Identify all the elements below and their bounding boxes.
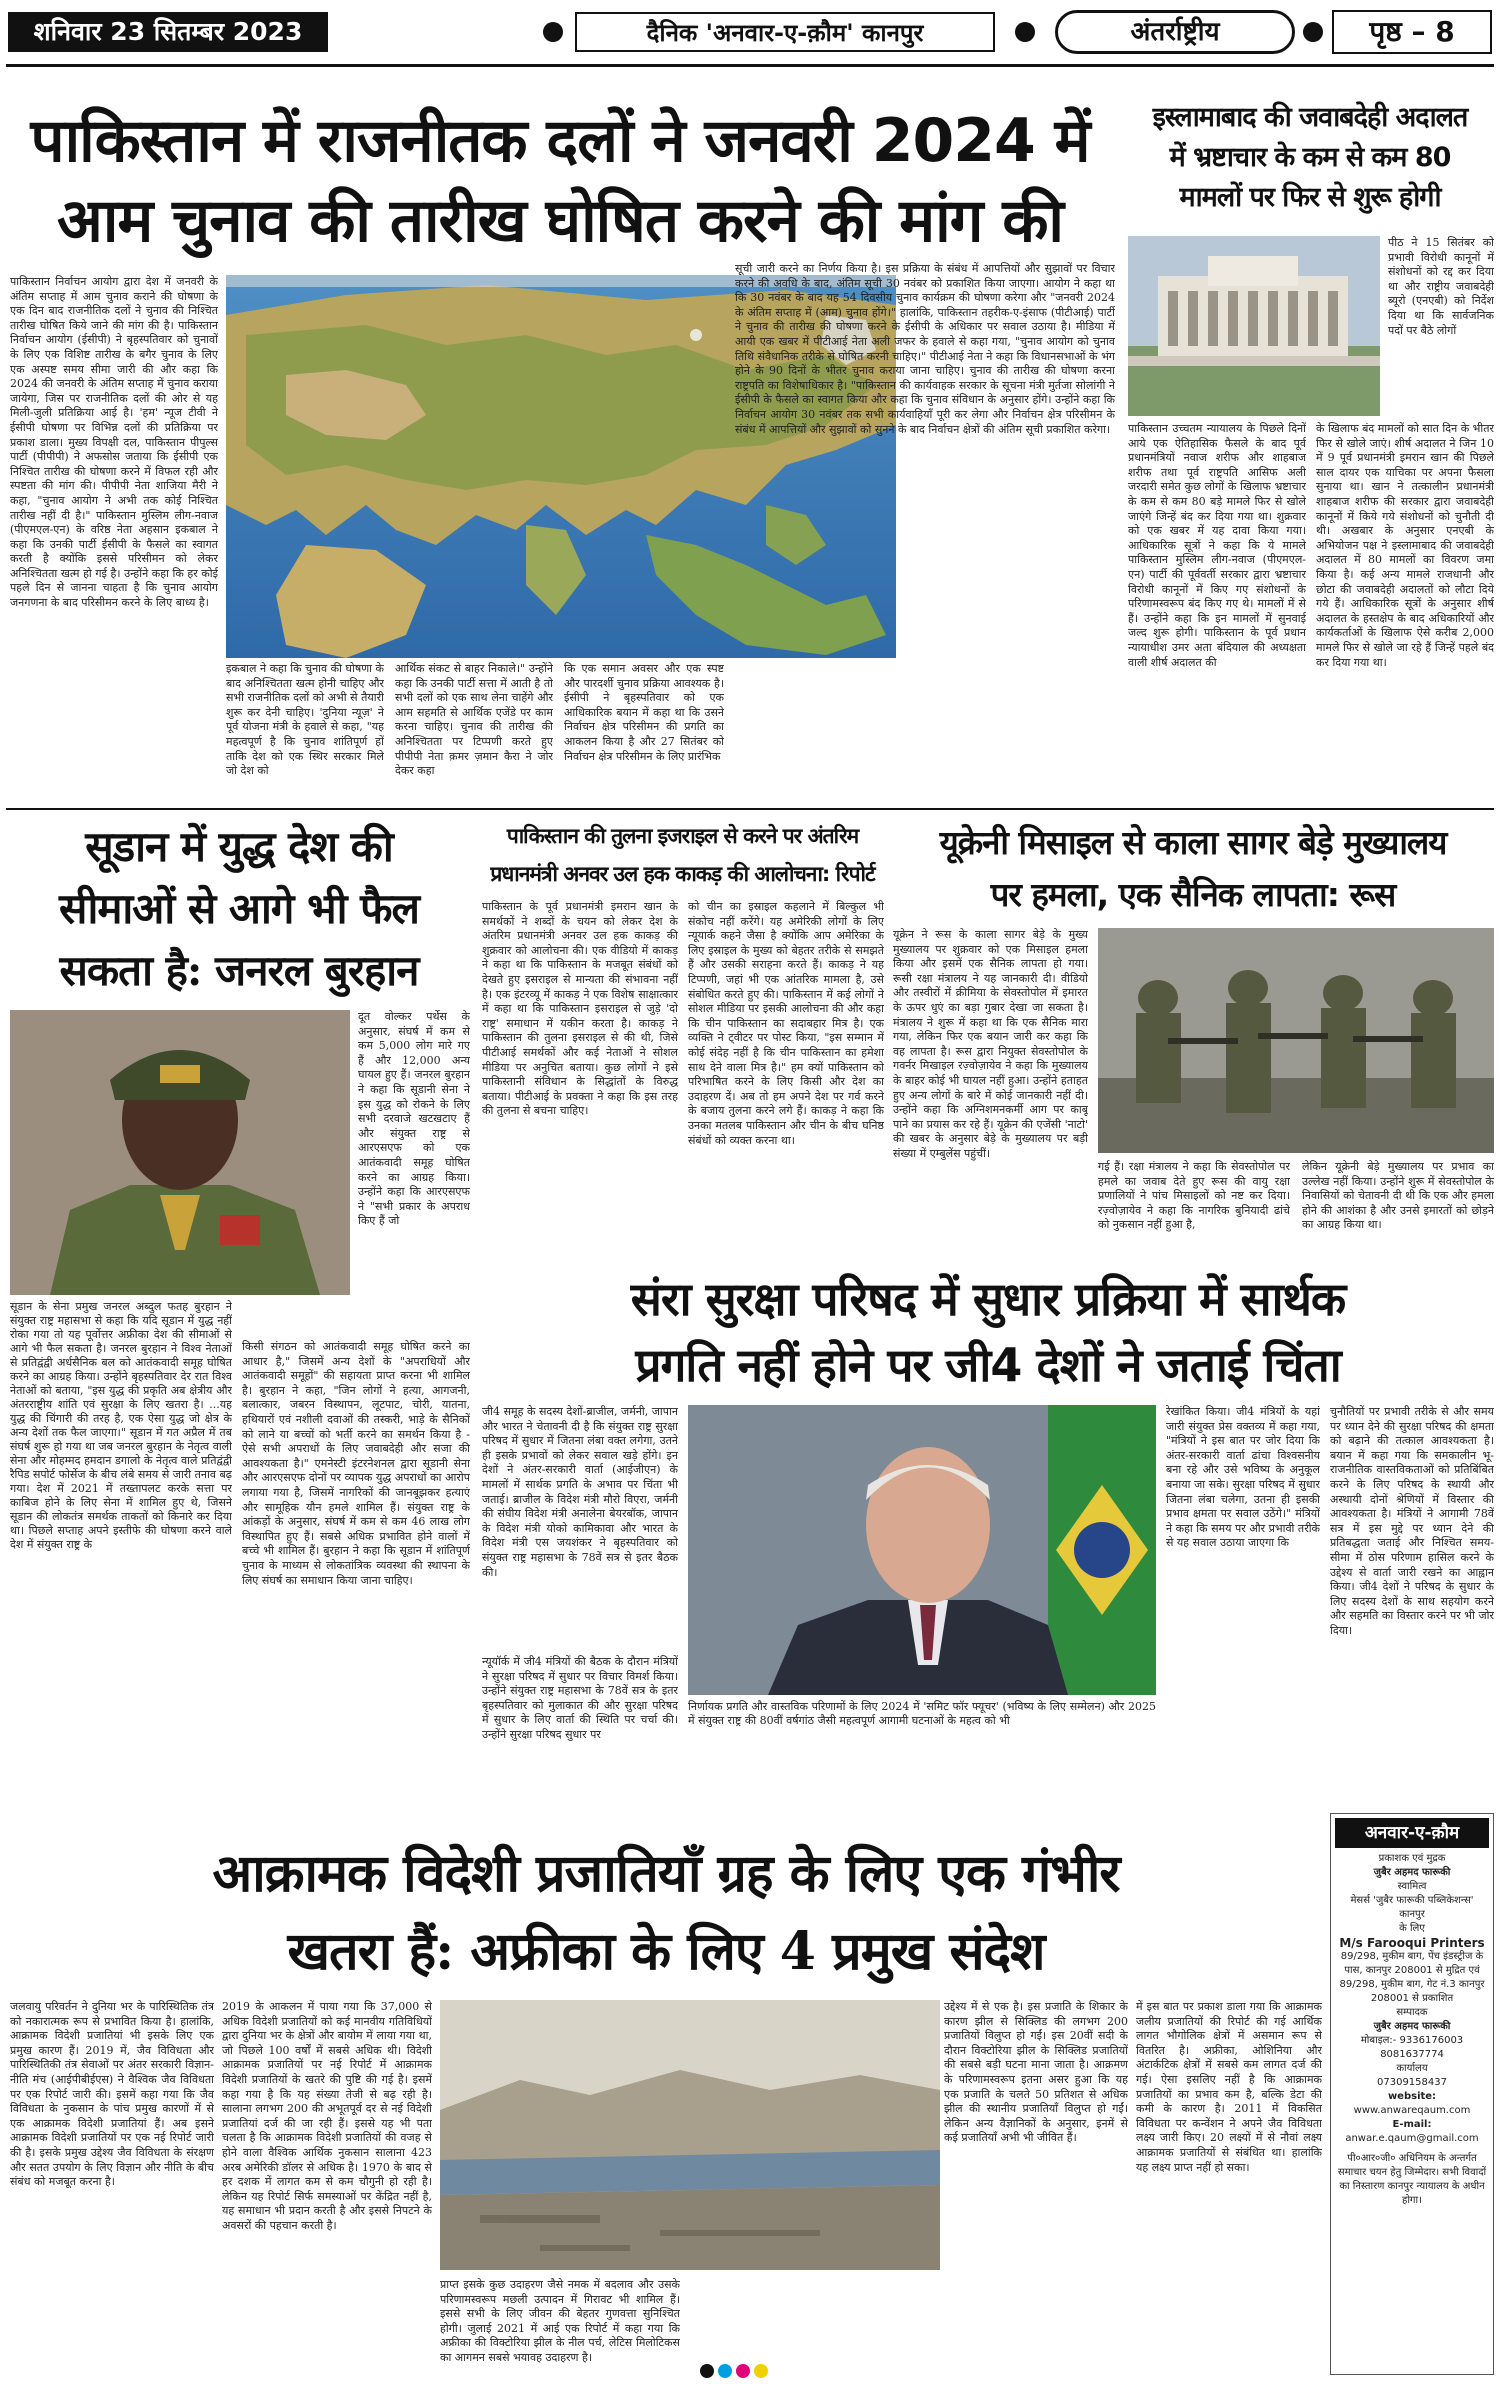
species-body-col2: 2019 के आकलन में पाया गया कि 37,000 से अधिक विदेशी प्रजातियों को कई मानवीय गतिविधियों द्वारा दुनिया भर के क्षेत्रों और बायोम में लाया गया था, जो पिछले 100 वर्षों में सबसे अधिक थी। विदेशी आक्रामक प्रजातियों पर नई रिपोर्ट में आक्रामक विदेशी प्रजातियों के खतरे की पुष्टि की गई है। इसमें कहा गया है कि यह संख्या तेजी से बढ़ रही है। सालाना लगभग 200 की अभूतपूर्व दर से नई विदेशी प्रजातियां दर्ज की जा रही हैं। इससे यह भी पता चलता है कि आक्रामक विदेशी प्रजातियों की वजह से होने वाला वैश्विक आर्थिक नुकसान सालाना 423 अरब अमेरिकी डॉलर से अधिक है। 1970 के बाद से हर दशक में लागत कम से कम चौगुनी हो रही है। लेकिन यह रिपोर्ट सिर्फ समस्याओं पर केंद्रित नहीं है, यह समाधान भी प्रदान करती है और इससे निपटने के अवसरों की पहचान करती है। <box>222 2000 432 2232</box>
species-body-col3: प्राप्त इसके कुछ उदाहरण जैसे नमक में बदलाव और उसके परिणामस्वरूप मछली उत्पादन में गिरावट भी शामिल हैं। इससे सभी के लिए जीवन की बेहतर गुणवत्ता सुनिश्चित होगी। जुलाई 2021 में आई एक रिपोर्ट में कहा गया कि अफ्रीका की विक्टोरिया झील के नील पर्च, लेटिस मिलोटिकस का आगमन सबसे भयावह उदाहरण है। <box>440 2278 680 2364</box>
islamabad-body-col1: पाकिस्तान उच्चतम न्यायालय के पिछले दिनों आये एक ऐतिहासिक फैसले के बाद पूर्व प्रधानमंत्रियों नवाज शरीफ और शाहबाज शरीफ तथा पूर्व राष्ट्रपति आसिफ अली जरदारी समेत कुछ लोगों के खिलाफ भ्रष्टाचार के कम से कम 80 बड़े मामले फिर से खोले जाएंगे जिन्हें बंद कर दिया गया था। शुक्रवार को एक खबर में यह दावा किया गया। आधिकारिक सूत्रों ने कहा कि ये मामले पाकिस्तान मुस्लिम लीग-नवाज (पीएमएल-एन) पार्टी की पूर्ववर्ती सरकार द्वारा भ्रष्टाचार विरोधी कानूनों में किए गए संशोधनों के परिणामस्वरूप बंद किए गए थे। मामलों में से हैं। उन्होंने कहा कि इन मामलों में सुनवाई जल्द शुरू होगी। पाकिस्तान के पूर्व प्रधान न्यायाधीश उमर अता बंदियाल की अध्यक्षता वाली शीर्ष अदालत की <box>1128 422 1306 669</box>
imprint-mobile2: 8081637774 <box>1380 2049 1444 2060</box>
imprint-publisher: जुबैर अहमद फारूकी <box>1373 1867 1451 1878</box>
imprint-title: अनवार-ए-क़ौम <box>1335 1818 1489 1848</box>
newspaper-name: दैनिक 'अनवार-ए-क़ौम' कानपुर <box>575 12 995 52</box>
imprint-owner-label: स्वामित्व <box>1397 1881 1427 1892</box>
islamabad-headline-line3: मामलों पर फिर से शुरू होगी <box>1179 182 1441 213</box>
species-headline-line1: आक्रामक विदेशी प्रजातियाँ ग्रह के लिए एक गंभीर <box>212 1843 1120 1904</box>
portrait-icon <box>10 1010 350 1295</box>
ukraine-body-col3: लेकिन यूक्रेनी बेड़े मुख्यालय पर प्रभाव का उल्लेख नहीं किया। उन्होंने शुरू में सेवस्तोपोल के निवासियों को चेतावनी दी थी कि एक और हमला होने की आशंका है और उनसे इमारतों को छोड़ने का आग्रह किया था। <box>1302 1160 1494 1232</box>
ukraine-body-col1: यूक्रेन ने रूस के काला सागर बेड़े के मुख्य मुख्यालय पर शुक्रवार को एक मिसाइल हमला किया और इसमें एक सैनिक लापता हो गया। रूसी रक्षा मंत्रालय ने यह जानकारी दी। वीडियो और तस्वीरों में क्रीमिया के सेवस्तोपोल में इमारत के ऊपर धुएं का बड़ा गुबार देखा जा सकता है। मंत्रालय ने शुरू में कहा था कि एक सैनिक मारा गया, लेकिन फिर एक बयान जारी कर कहा कि वह लापता है। रूस द्वारा नियुक्त सेवस्तोपोल के गवर्नर मिखाइल रज़्वोज़ायेव ने कहा कि मुख्यालय के बाहर कोई भी घायल नहीं हुआ। उन्होंने हताहत हुए अन्य लोगों के बारे में कोई जानकारी नहीं दी। उन्होंने कहा कि अग्निशमनकर्मी आग पर काबू पाने का प्रयास कर रहे हैं। यूक्रेन की एजेंसी 'नाटो' की खबर के अनुसार बेड़े के मुख्यालय पर बड़ी संख्या में एम्बुलेंस पहुंचीं। <box>893 928 1088 1160</box>
lead-body-col5: सूची जारी करने का निर्णय किया है। इस प्रक्रिया के संबंध में आपत्तियों और सुझावों पर विचार करने की अवधि के बाद, अंतिम सूची 30 नवंबर को प्रकाशित किया जाएगा। आयोग ने कहा था कि 30 नवंबर के बाद यह 54 दिवसीय चुनाव कार्यक्रम की घोषणा करेगा और "जनवरी 2024 के अंतिम सप्ताह में (आम) चुनाव होंगे।" हालांकि, पाकिस्तान तहरीक-ए-इंसाफ (पीटीआई) पार्टी ने चुनाव की तारीख की घोषणा करने के ईसीपी के अधिकार पर सवाल उठाया है। मीडिया में आयी एक खबर में पीटीआई नेता अली जफर के हवाले से कहा गया, "चुनाव आयोग को चुनाव तिथि संवैधानिक तरीके से घोषित करनी चाहिए।" पीटीआई नेता ने कहा कि विधानसभाओं के भंग होने के 90 दिनों के भीतर चुनाव कराया जाना चाहिए। चुनाव की तारीख की घोषणा करना राष्ट्रपति का विशेषाधिकार है। "पाकिस्तान की कार्यवाहक सरकार के सूचना मंत्री मुर्तजा सोलांगी ने ईसीपी के फैसले का स्वागत किया और कहा कि चुनाव संविधान के अनुसार होंगे। उन्होंने कहा कि निर्वाचन आयोग 30 नवंबर तक सभी कार्यवाहियाँ पूरी कर लेगा और निर्वाचन क्षेत्र परिसीमन के संबंध में आपत्तियों और सुझावों को सुनने के बाद निर्वाचन क्षेत्रों की अंतिम सूची प्रकाशित करेगा। <box>735 262 1115 436</box>
imprint-printer-address: 89/298, मुकीम बाग, पेंच इंडस्ट्रीज के पास, कानपुर 208001 से मुद्रित एवं 89/298, मुकीम बाग, गेट नं.3 कानपुर 208001 से प्रकाशित <box>1339 1951 1485 2004</box>
lead-body-col3: आर्थिक संकट से बाहर निकाले।" उन्होंने कहा कि उनकी पार्टी सत्ता में आती है तो सभी दलों को एक साथ लेना चाहेंगे और आम सहमति से आर्थिक एजेंडे पर काम करना चाहिए। चुनाव की तारीख की अनिश्चितता पर टिप्पणी करते हुए पीपीपी नेता क़मर ज़मान कैरा ने जोर देकर कहा <box>395 662 553 778</box>
islamabad-body-side: पीठ ने 15 सितंबर को प्रभावी विरोधी कानूनों में संशोधनों को रद्द कर दिया था और राष्ट्रीय जवाबदेही ब्यूरो (एनएबी) को निर्देश दिया था कि सार्वजनिक पदों पर बैठे लोगों <box>1388 236 1494 337</box>
ukraine-body-col2: गई हैं। रक्षा मंत्रालय ने कहा कि सेवस्तोपोल पर हमले का जवाब देते हुए रूस की वायु रक्षा प्रणालियों ने पांच मिसाइलों को नष्ट कर दिया। रज़्वोज़ायेव ने कहा कि नागरिक बुनियादी ढांचे को नुकसान नहीं हुआ है, <box>1098 1160 1290 1232</box>
imprint-mobile: मोबाइल:- 9336176003 <box>1360 2035 1464 2046</box>
bullet-icon <box>1303 22 1323 42</box>
masthead <box>0 0 1500 64</box>
sudan-headline-line2: सीमाओं से आगे भी फैल <box>59 884 419 933</box>
species-body-col5: में इस बात पर प्रकाश डाला गया कि आक्रामक जलीय प्रजातियों की रिपोर्ट की गई आर्थिक लागत भौगोलिक क्षेत्रों में असमान रूप से वितरित है। अफ्रीका, ओशिनिया और अंटार्कटिक क्षेत्रों में सबसे कम लागत दर्ज की गई। ऐसा इसलिए नहीं है कि आक्रामक प्रजातियों का प्रभाव कम है, बल्कि डेटा की कमी के कारण है। 2011 में विकसित विविधता पर कन्वेंशन ने अपने जैव विविधता लक्ष्य जारी किए। 20 लक्ष्यों में से नौवां लक्ष्य आक्रामक प्रजातियों से संबंधित था। हालांकि यह लक्ष्य प्राप्त नहीं हो सका। <box>1136 2000 1322 2174</box>
islamabad-body-col2: के खिलाफ बंद मामलों को सात दिन के भीतर फिर से खोले जाएं। शीर्ष अदालत ने जिन 10 में 9 पूर्व प्रधानमंत्री इमरान खान की पिछले साल दायर एक याचिका पर अपना फैसला सुनाया था। खान ने तत्कालीन प्रधानमंत्री शाहबाज शरीफ की सरकार द्वारा जवाबदेही कानूनों में किये गये संशोधनों को चुनौती दी थी। अखबार के अनुसार एनएबी के अभियोजन पक्ष ने इस्लामाबाद की जवाबदेही अदालत में 80 मामलों का विवरण जमा किया है। कई अन्य मामले राजधानी और छोटा की जवाबदेही अदालतों को लौटा दिये गये हैं। आधिकारिक सूत्रों के अनुसार शीर्ष अदालत के हस्तक्षेप के बाद अधिकारियों और कार्यकर्ताओं के खिलाफ ऐसे करीब 2,000 मामले फिर से खोले जा रहे हैं जिन्हें पहले बंद कर दिया गया था। <box>1316 422 1494 669</box>
soldiers-photo <box>1098 928 1494 1153</box>
g4-headline-line1: संरा सुरक्षा परिषद में सुधार प्रक्रिया में सार्थक <box>630 1272 1346 1326</box>
species-body-col1: जलवायु परिवर्तन ने दुनिया भर के पारिस्थितिक तंत्र को नकारात्मक रूप से प्रभावित किया है। हालांकि, आक्रामक विदेशी प्रजातियां भी इसके लिए एक प्रमुख कारण हैं। 2019 में, जैव विविधता और पारिस्थितिकी तंत्र सेवाओं पर अंतर सरकारी विज्ञान-नीति मंच (आईपीबीईएस) ने वैश्विक जैव विविधता पर एक रिपोर्ट जारी की। इसमें कहा गया कि जैव विविधता के नुकसान के पांच प्रमुख कारणों में से एक आक्रामक विदेशी प्रजातियां हैं। अब इसने आक्रामक विदेशी प्रजातियों पर एक नई रिपोर्ट जारी की है। इसके प्रमुख उद्देश्य जैव विविधता के संरक्षण और सतत उपयोग के लिए विज्ञान और नीति के बीच संबंध को मजबूत करना है। <box>10 2000 214 2189</box>
issue-date: शनिवार 23 सितम्बर 2023 <box>8 12 328 52</box>
ukraine-headline-line2: पर हमला, एक सैनिक लापता: रूस <box>990 875 1396 914</box>
lead-body-col1: पाकिस्तान निर्वाचन आयोग द्वारा देश में जनवरी के अंतिम सप्ताह में आम चुनाव कराने की घोषणा के एक दिन बाद राजनीतिक दलों ने चुनाव की निश्चित तारीख घोषित किये जाने की मांग की है। पाकिस्तान निर्वाचन आयोग (ईसीपी) ने बृहस्पतिवार को चुनावों के लिए एक विशिष्ट तारीख के बगैर चुनाव के लिए एक अस्पष्ट समय सीमा जारी की और कहा कि 2024 की जनवरी के अंतिम सप्ताह में चुनाव कराया जायेगा, जिस पर राजनीतिक दलों की ओर से यह मिली-जुली प्रतिक्रिया आई है। 'हम' न्यूज टीवी ने ईसीपी घोषणा पर विभिन्न दलों की प्रतिक्रिया पर प्रकाश डाला। मुख्य विपक्षी दल, पाकिस्तान पीपुल्स पार्टी (पीपीपी) ने अफसोस जताया कि ईसीपी एक निश्चित तारीख की घोषणा करने में विफल रही और स्पष्टता की मांग की। पीपीपी नेता शाजिया मैरी ने कहा, "चुनाव आयोग ने अभी तक कोई निश्चित तारीख नहीं दी है।" पाकिस्तान मुस्लिम लीग-नवाज (पीएमएल-एन) के वरिष्ठ नेता अहसान इकबाल ने कहा कि उनकी पार्टी ईसीपी के फैसले का स्वागत करती है क्योंकि इससे परिसीमन को लेकर अनिश्चितता खत्म हो गई है। उन्होंने कहा कि हर कोई पहले दिन से जानना चाहता है कि चुनाव आयोग जनगणना के बाद परिसीमन करने के लिए बाध्य है। <box>10 275 218 610</box>
imprint-box <box>1330 1813 1494 2375</box>
g4-body-col3: रेखांकित किया। जी4 मंत्रियों के यहां जारी संयुक्त प्रेस वक्तव्य में कहा गया, "मंत्रियों ने इस बात पर जोर दिया कि अंतर-सरकारी वार्ता ढांचा विश्वसनीय बना रहे और उसे भविष्य के अनुकूल बनाया जा सके। सुरक्षा परिषद में सुधार जितना लंबा चलेगा, उतना ही इसकी प्रभाव क्षमता पर सवाल उठेंगे।" मंत्रियों ने कहा कि समय पर और प्रभावी तरीके से यह सवाल उठाया जाएगा कि <box>1166 1405 1320 1550</box>
g4-body-col4: चुनौतियों पर प्रभावी तरीके से और समय पर ध्यान देने की सुरक्षा परिषद की क्षमता को बढ़ाने की तत्काल आवश्यकता है। बयान में कहा गया कि समकालीन भू-राजनीतिक वास्तविकताओं को प्रतिबिंबित करने के लिए परिषद के स्थायी और अस्थायी दोनों श्रेणियों में विस्तार की आवश्यकता है। मंत्रियों ने आगामी 78वें सत्र में इस मुद्दे पर ध्यान देने की प्रतिबद्धता जताई और निश्चित समय-सीमा में ठोस परिणाम हासिल करने के उद्देश्य से वार्ता जारी रखने का आह्वान किया। जी4 देशों ने परिषद के सुधार के लिए सदस्य देशों के साथ सहयोग करने और सहमति का विस्तार करने पर भी जोर दिया। <box>1330 1405 1494 1637</box>
section-label: अंतर्राष्ट्रीय <box>1055 10 1295 54</box>
sudan-headline-line1: सूडान में युद्ध देश की <box>85 822 393 871</box>
lake-landscape-photo <box>440 2000 940 2270</box>
g4-headline-line2: प्रगति नहीं होने पर जी4 देशों ने जताई चिंता <box>635 1338 1341 1392</box>
imprint-office-phone: 07309158437 <box>1377 2077 1447 2088</box>
sudan-headline-line3: सकता है: जनरल बुरहान <box>59 946 419 995</box>
lead-headline-line2: आम चुनाव की तारीख घोषित करने की मांग की <box>57 186 1063 256</box>
israel-body-col2: को चीन का इस्राइल कहलाने में बिल्कुल भी संकोच नहीं करेंगे। यह अमेरिकी लोगों के लिए न्यूयार्क कहने जैसा है क्योंकि आप अमेरिका के लिए इस्राइल के मुख्य को बेहतर तरीके से समझते हैं और उसकी सराहना करते हैं। काकड़ ने यह टिप्पणी, जहां भी एक आंतरिक मामला है, उसे संबोधित करते हुए की। पाकिस्तान में कई लोगों ने सोशल मीडिया पर इसकी आलोचना की और कहा कि चीन पाकिस्तान का सदाबहार मित्र है। एक व्यक्ति ने ट्वीटर पर पोस्ट किया, "इस सम्मान में कोई संदेह नहीं है कि चीन पाकिस्तान का हमेशा साथ देने वाला मित्र है।" हम क्यों पाकिस्तान को परिभाषित करने के लिए किसी और देश का उदाहरण दें। अब तो हम अपने देश पर गर्व करने के बजाय तुलना करने लगे हैं। काकड़ ने कहा कि उनका मतलब पाकिस्तान और चीन के बीच घनिष्ठ संबंधों को व्यक्त करना था। <box>688 900 884 1147</box>
sudan-body-col1: सूडान के सेना प्रमुख जनरल अब्दुल फतह बुरहान ने संयुक्त राष्ट्र महासभा से कहा कि यदि सूडान में युद्ध नहीं रोका गया तो यह पूर्वोत्तर अफ्रीका देश की सीमाओं से आगे भी फैल सकता है। जनरल बुरहान ने विश्व नेताओं से प्रतिद्वंद्वी अर्धसैनिक बल को आतंकवादी समूह घोषित करने का आग्रह किया। उन्होंने बृहस्पतिवार देर रात विश्व नेताओं को बताया, "इस युद्ध की प्रकृति अब क्षेत्रीय और अंतरराष्ट्रीय शांति एवं सुरक्षा के लिए खतरा है। ...यह युद्ध की चिंगारी की तरह है, एक ऐसा युद्ध जो क्षेत्र के अन्य देशों तक फैल जाएगा।" सूडान में गत अप्रैल में तब संघर्ष शुरू हो गया था जब जनरल बुरहान के नेतृत्व वाली सेना और मोहम्मद हमदान डगालो के नेतृत्व वाले प्रतिद्वंद्वी रैपिड सपोर्ट फोर्सेज के बीच लंबे समय से जारी तनाव बढ़ गया। देश में 2021 में तख्तापलट करके सत्ता पर काबिज होने के लिए सेना में शामिल हुए थे, जिसने सूडान की लोकतंत्र समर्थक ताकतों को किनारे कर दिया था। पिछले सप्ताह अपने इस्तीफे की घोषणा करने वाले देश में संयुक्त राष्ट्र के <box>10 1300 232 1551</box>
imprint-editor: जुबैर अहमद फारूकी <box>1373 2021 1451 2032</box>
registration-mark-icon <box>754 2364 768 2378</box>
israel-headline-line2: प्रधानमंत्री अनवर उल हक काकड़ की आलोचना: रिपोर्ट <box>490 862 875 886</box>
rule-divider <box>6 64 1494 67</box>
lead-body-col2: इकबाल ने कहा कि चुनाव की घोषणा के बाद अनिश्चितता खत्म होनी चाहिए और सभी राजनीतिक दलों को अभी से तैयारी शुरू कर देनी चाहिए। 'दुनिया न्यूज़' ने पूर्व योजना मंत्री के हवाले से कहा, "यह महत्वपूर्ण है कि चुनाव शांतिपूर्ण हों ताकि देश को एक स्थिर सरकार मिले जो देश को <box>226 662 384 778</box>
imprint-printer: M/s Farooqui Printers <box>1339 1936 1485 1950</box>
g4-body-col1: जी4 समूह के सदस्य देशों-ब्राजील, जर्मनी, जापान और भारत ने चेतावनी दी है कि संयुक्त राष्ट्र सुरक्षा परिषद में सुधार में जितना लंबा वक्त लगेगा, उतने ही इसके प्रभावों को लेकर सवाल खड़े होंगे। इन देशों ने अंतर-सरकारी वार्ता (आईजीएन) के मामलों में सार्थक प्रगति के अभाव पर चिंता भी जताई। ब्राजील के विदेश मंत्री मौरो विएरा, जर्मनी की संघीय विदेश मंत्री अनालेना बेयरबॉक, जापान के विदेश मंत्री योको कामिकावा और भारत के विदेश मंत्री एस जयशंकर ने बृहस्पतिवार को संयुक्त राष्ट्र महासभा के 78वें सत्र से इतर बैठक की। <box>482 1405 678 1579</box>
minister-photo <box>688 1405 1156 1695</box>
registration-mark-icon <box>700 2364 714 2378</box>
israel-headline-line1: पाकिस्तान की तुलना इजराइल से करने पर अंतरिम <box>506 824 859 848</box>
court-building-photo <box>1128 236 1380 416</box>
imprint-rni: पी०आर०जी० अधिनियम के अन्तर्गत समाचार चयन हेतु जिम्मेदार। सभी विवादों का निस्तारण कानपुर न्यायालय के अधीन होगा। <box>1337 2153 1487 2206</box>
portrait-icon <box>688 1405 1156 1695</box>
imprint-office-label: कार्यालय <box>1396 2063 1428 2074</box>
species-headline-line2: खतरा हैं: अफ्रीका के लिए 4 प्रमुख संदेश <box>287 1921 1045 1982</box>
g4-caption: निर्णायक प्रगति और वास्तविक परिणामों के लिए 2024 में 'समिट फॉर फ्यूचर' (भविष्य के लिए सम्मेलन) और 2025 में संयुक्त राष्ट्र की 80वीं वर्षगांठ जैसी महत्वपूर्ण आगामी घटनाओं के महत्व को भी <box>688 1700 1156 1727</box>
lead-body-col4: कि एक समान अवसर और एक स्पष्ट और पारदर्शी चुनाव प्रक्रिया आवश्यक है। ईसीपी ने बृहस्पतिवार को एक आधिकारिक बयान में कहा था कि उसने निर्वाचन क्षेत्र परिसीमन की प्रगति का आकलन किया है और 27 सितंबर को निर्वाचन क्षेत्र परिसीमन के लिए प्रारंभिक <box>564 662 724 763</box>
imprint-website-label: website: <box>1387 2091 1437 2102</box>
imprint-publisher-label: प्रकाशक एवं मुद्रक <box>1378 1853 1446 1864</box>
soldiers-icon <box>1098 928 1494 1153</box>
imprint-owner: मेसर्स 'जुबैर फारूकी पब्लिकेशन्स' <box>1350 1895 1474 1906</box>
registration-mark-icon <box>736 2364 750 2378</box>
building-icon <box>1128 236 1380 416</box>
bullet-icon <box>543 22 563 42</box>
registration-mark-icon <box>718 2364 732 2378</box>
imprint-email-label: E-mail: <box>1392 2119 1432 2130</box>
general-burhan-photo <box>10 1010 350 1295</box>
species-body-col4: उद्देश्य में से एक है। इस प्रजाति के शिकार के कारण झील से सिक्लिड की लगभग 200 प्रजातियों विलुप्त हो गईं। इस 20वीं सदी के दौरान विक्टोरिया झील के सिक्लिड प्रजातियों की सबसे बड़ी घटना माना जाता है। आक्रमण के परिणामस्वरूप इतना असर हुआ कि यह एक प्रजाति के चलते 50 प्रतिशत से अधिक झील की स्थानीय प्रजातियाँ विलुप्त हो गईं। लेकिन अन्य वैज्ञानिकों के अनुसार, इनमें से कई प्रजातियाँ अभी भी जीवित हैं। <box>944 2000 1128 2145</box>
bullet-icon <box>1015 22 1035 42</box>
page-number: पृष्ठ – 8 <box>1332 10 1492 54</box>
ukraine-headline-line1: यूक्रेनी मिसाइल से काला सागर बेड़े मुख्यालय <box>939 823 1447 862</box>
imprint-city: कानपुर <box>1399 1909 1425 1920</box>
rule-divider <box>6 808 1494 810</box>
lead-headline-line1: पाकिस्तान में राजनीतक दलों ने जनवरी 2024 में <box>30 106 1090 176</box>
sudan-body-col2: किसी संगठन को आतंकवादी समूह घोषित करने का आधार है," जिसमें अन्य देशों के "अपराधियों और आतंकवादी समूहों" की सहायता प्राप्त करना भी शामिल है। बुरहान ने कहा, "जिन लोगों ने हत्या, आगजनी, बलात्कार, जबरन विस्थापन, लूटपाट, चोरी, यातना, हथियारों एवं नशीली दवाओं की तस्करी, भाड़े के सैनिकों को लाने या बच्चों को भर्ती करने का समर्थन किया है - ऐसे सभी अपराधों के लिए जवाबदेही और सजा की आवश्यकता है।" एमनेस्टी इंटरनेशनल द्वारा सूडानी सेना और आरएसएफ दोनों पर व्यापक युद्ध अपराधों का आरोप लगाया गया है, जिसमें नागरिकों की जानबूझकर हत्याएं और सामूहिक यौन हमले शामिल हैं। संयुक्त राष्ट्र के आंकड़ों के अनुसार, संघर्ष में कम से कम 46 लाख लोग विस्थापित हुए हैं। सबसे अधिक प्रभावित होने वालों में बच्चे भी शामिल हैं। बुरहान ने कहा कि सूडान में शांतिपूर्ण चुनाव के माध्यम से लोकतांत्रिक व्यवस्था की स्थापना के लिए संघर्ष का समाधान किया जाना चाहिए। <box>242 1340 470 1587</box>
islamabad-headline-line2: में भ्रष्टाचार के कम से कम 80 <box>1169 142 1451 173</box>
islamabad-headline-line1: इस्लामाबाद की जवाबदेही अदालत <box>1152 102 1468 133</box>
sudan-body-side: दूत वोल्कर पर्थेस के अनुसार, संघर्ष में कम से कम 5,000 लोग मारे गए हैं और 12,000 अन्य घायल हुए हैं। जनरल बुरहान ने कहा कि सूडानी सेना ने इस युद्ध को रोकने के लिए सभी दरवाजे खटखटाए हैं और संयुक्त राष्ट्र से आरएसएफ को एक आतंकवादी समूह घोषित करने का आग्रह किया। उन्होंने कहा कि आरएसएफ ने "सभी प्रकार के अपराध किए हैं जो <box>358 1010 470 1228</box>
g4-body-col2: न्यूयॉर्क में जी4 मंत्रियों की बैठक के दौरान मंत्रियों ने सुरक्षा परिषद में सुधार पर विचार विमर्श किया। उन्होंने संयुक्त राष्ट्र महासभा के 78वें सत्र के इतर बृहस्पतिवार को मुलाकात की और सुरक्षा परिषद में सुधार के लिए वार्ता की स्थिति पर चर्चा की। उन्होंने सुरक्षा परिषद सुधार पर <box>482 1655 678 1741</box>
imprint-editor-label: सम्पादक <box>1396 2007 1428 2018</box>
imprint-website[interactable]: www.anwareqaum.com <box>1353 2105 1471 2116</box>
imprint-email[interactable]: anwar.e.qaum@gmail.com <box>1345 2133 1479 2144</box>
imprint-printer-label: के लिए <box>1399 1923 1425 1934</box>
israel-body-col1: पाकिस्तान के पूर्व प्रधानमंत्री इमरान खान के समर्थकों ने शब्दों के चयन को लेकर देश के अंतरिम प्रधानमंत्री अनवर उल हक काकड़ की शुक्रवार को आलोचना की। एक वीडियो में काकड़ ने कहा था कि पाकिस्तान के मजबूत संबंधों को देखते हुए इसराइल से मान्यता की संभावना नहीं है। एक इंटरव्यू में काकड़ ने एक विशेष साक्षात्कार में कहा था कि पाकिस्तान इसराइल से जुड़े 'दो राष्ट्र' समाधान में यकीन करता है। काकड़ ने पाकिस्तान की तुलना इसराइल से की थी, जिसे पीटीआई समर्थकों और कई नेताओं ने सोशल मीडिया पर अनुचित बताया। कुछ लोगों ने इसे पाकिस्तानी संविधान के सिद्धांतों के विरुद्ध बताया। पीटीआई के प्रवक्ता ने कहा कि इस तरह की तुलना से बचना चाहिए। <box>482 900 678 1118</box>
landscape-icon <box>440 2000 940 2270</box>
